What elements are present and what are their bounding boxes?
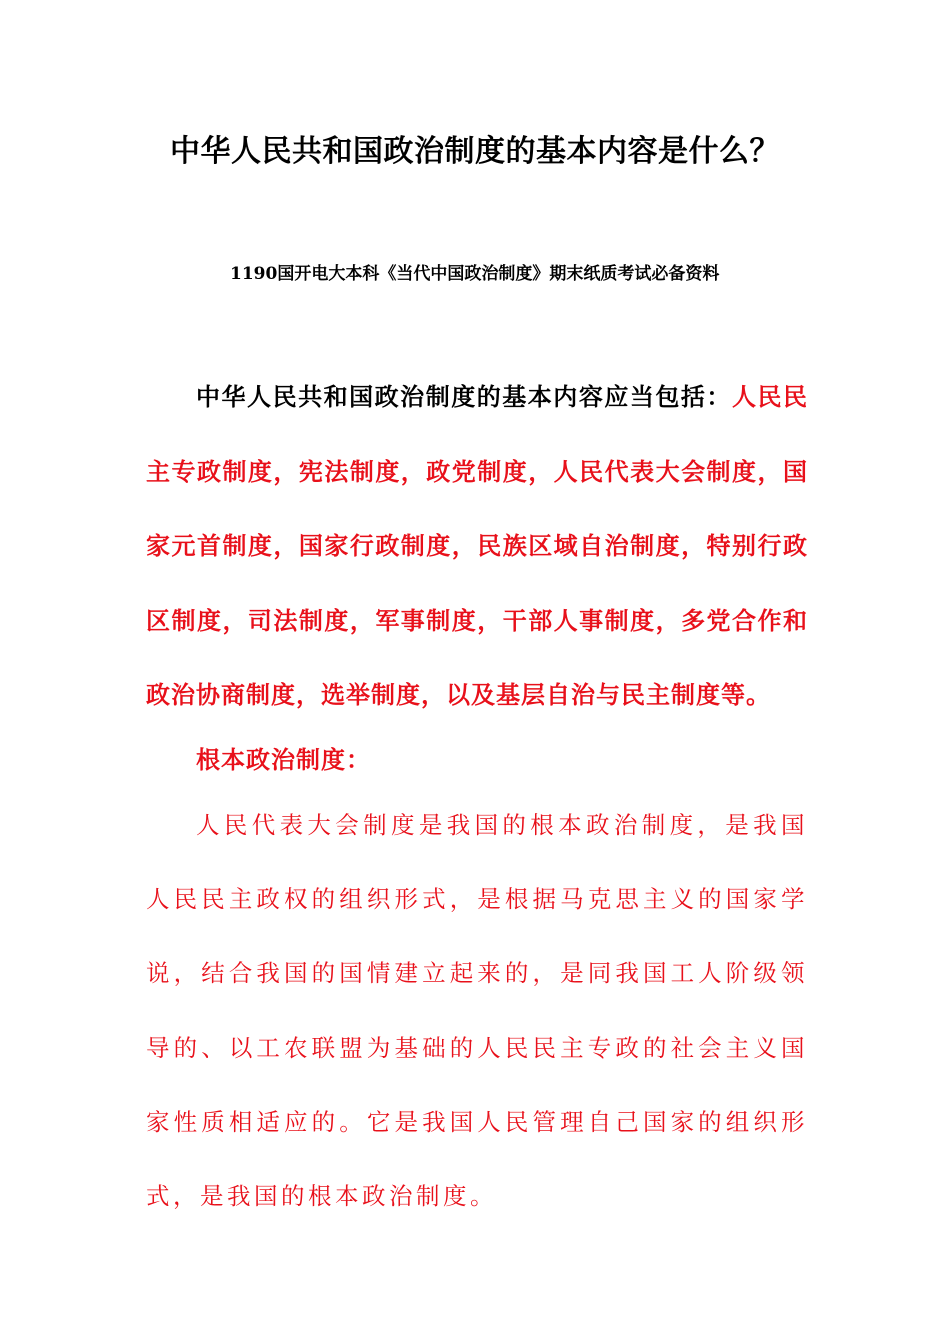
- document-subtitle: 1190国开电大本科《当代中国政治制度》期末纸质考试必备资料: [230, 264, 720, 284]
- paragraph-fundamental-system: 人民代表大会制度是我国的根本政治制度，是我国人民民主政权的组织形式，是根据马克思主义的国家学说，结合我国的国情建立起来的，是同我国工人阶级领导的、以工农联盟为基础的人民民主专政的社会主义国家性质相适应的。它是我国人民管理自己国家的组织形式，是我国的根本政治制度。: [146, 811, 808, 1211]
- paragraph-emphasis-text: 人民民主专政制度，宪法制度，政党制度，人民代表大会制度，国家元首制度，国家行政制度，民族区域自治制度，特别行政区制度，司法制度，军事制度，干部人事制度，多党合作和政治协商制度，选举制度，以及基层自治与民主制度等。: [146, 382, 809, 709]
- paragraph-lead-text: 中华人民共和国政治制度的基本内容应当包括：: [196, 382, 732, 411]
- section-heading-fundamental-system: 根本政治制度：: [196, 745, 371, 774]
- paragraph-basic-content: [146, 360, 808, 733]
- document-title: 中华人民共和国政治制度的基本内容是什么？: [170, 134, 780, 169]
